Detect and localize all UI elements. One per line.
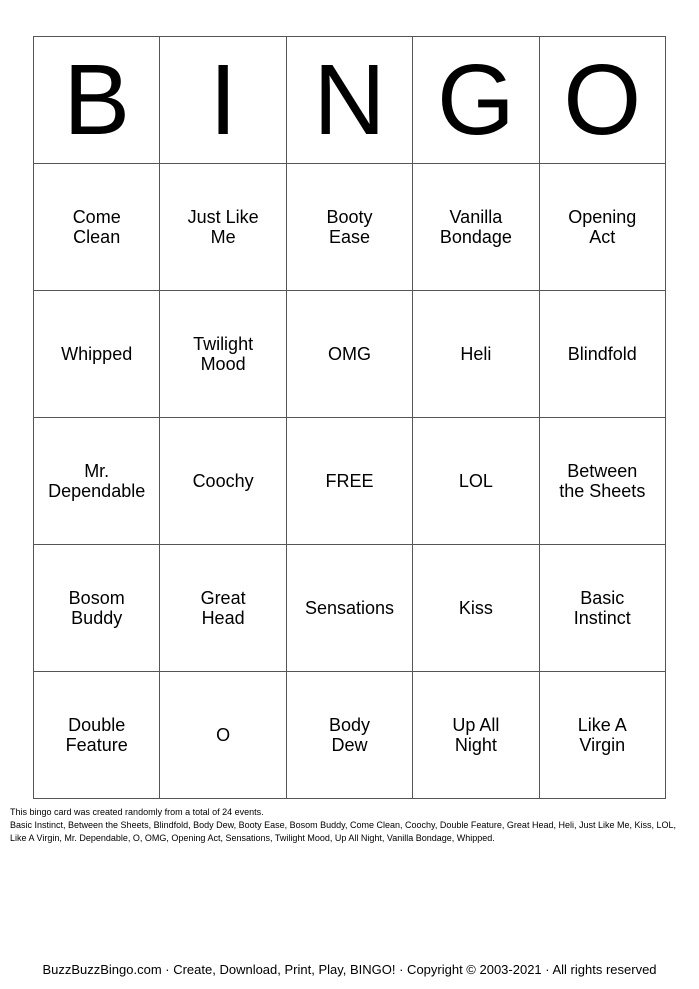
bingo-cell [160, 672, 286, 799]
bingo-cell-text: Clean [73, 227, 121, 247]
bingo-cell [34, 545, 160, 672]
bingo-cell-text: Just Like [187, 207, 259, 227]
bingo-cell [539, 164, 665, 291]
bingo-cell-text: Opening [568, 207, 637, 227]
bingo-cell-text: Bondage [439, 227, 512, 247]
bingo-cell [286, 672, 412, 799]
bingo-cell-text: Double [68, 715, 126, 735]
bingo-cell-text: Vanilla [449, 207, 503, 227]
header-letter-o: O [539, 37, 665, 164]
bingo-cell-text: Blindfold [567, 344, 637, 364]
bingo-cell [413, 545, 539, 672]
bingo-cell [286, 545, 412, 672]
bingo-cell [539, 672, 665, 799]
bingo-cell-text: LOL [458, 471, 493, 491]
bingo-cell [160, 164, 286, 291]
bingo-cell-text: Feature [65, 735, 128, 755]
bingo-cell [413, 672, 539, 799]
bingo-cell [413, 291, 539, 418]
bingo-cell [286, 164, 412, 291]
bingo-row [34, 291, 666, 418]
bingo-cell-text: Mood [200, 354, 246, 374]
bingo-cell [539, 418, 665, 545]
bingo-cell-text: OMG [327, 344, 371, 364]
bingo-cell-text: Head [201, 608, 245, 628]
bingo-cell-text: Mr. [84, 461, 110, 481]
bingo-cell-text: Sensations [304, 598, 394, 618]
bingo-row [34, 164, 666, 291]
bingo-cell-text: Great [200, 588, 246, 608]
bingo-cell-text: Buddy [71, 608, 123, 628]
bingo-cell-text: Kiss [458, 598, 493, 618]
bingo-cell-text: Night [454, 735, 497, 755]
bingo-cell [539, 291, 665, 418]
card-info-summary: This bingo card was created randomly from a total of 24 events. [10, 807, 264, 817]
bingo-cell-text: Between [567, 461, 638, 481]
bingo-row [34, 545, 666, 672]
header-letter-n: N [286, 37, 412, 164]
bingo-cell-text: FREE [325, 471, 374, 491]
bingo-card [33, 36, 666, 799]
bingo-cell-text: Whipped [61, 344, 133, 364]
bingo-cell-text: Me [210, 227, 236, 247]
bingo-cell [34, 418, 160, 545]
bingo-cell [286, 418, 412, 545]
bingo-cell [160, 545, 286, 672]
card-info [10, 806, 690, 845]
bingo-row [34, 418, 666, 545]
bingo-cell [34, 672, 160, 799]
bingo-cell-text: Ease [328, 227, 370, 247]
bingo-cell [160, 291, 286, 418]
bingo-cell-text: O [216, 725, 231, 745]
bingo-cell [539, 545, 665, 672]
bingo-cell-text: Act [589, 227, 616, 247]
bingo-row [34, 672, 666, 799]
bingo-cell-text: Dew [331, 735, 368, 755]
header-letter-b: B [34, 37, 160, 164]
bingo-grid [34, 37, 666, 799]
bingo-cell-text: Up All [452, 715, 500, 735]
header-row [34, 37, 666, 164]
bingo-cell-text: Booty [326, 207, 373, 227]
bingo-cell-text: the Sheets [559, 481, 646, 501]
bingo-cell-text: Virgin [579, 735, 626, 755]
bingo-cell-text: Heli [460, 344, 492, 364]
card-info-event-list: Basic Instinct, Between the Sheets, Blindfold, Body Dew, Booty Ease, Bosom Buddy, Come Clean, Coochy, Double Feature, Great Head, Heli, Just Like Me, Kiss, LOL, Like A Virgin, Mr. Dependable, O, OMG, Opening Act, Sensations, Twilight Mood, Up All Night, Vanilla Bondage, Whipped. [10, 820, 676, 843]
bingo-cell [34, 164, 160, 291]
bingo-cell [286, 291, 412, 418]
bingo-cell-text: Instinct [573, 608, 631, 628]
header-letter-g: G [413, 37, 539, 164]
bingo-cell-text: Like A [577, 715, 627, 735]
bingo-cell [34, 291, 160, 418]
bingo-cell-text: Basic [580, 588, 625, 608]
bingo-cell-text: Twilight [193, 334, 254, 354]
bingo-cell-text: Come [72, 207, 121, 227]
bingo-cell-text: Bosom [68, 588, 125, 608]
site-footer: BuzzBuzzBingo.com · Create, Download, Print, Play, BINGO! · Copyright © 2003-2021 · All rights reserved [42, 962, 657, 977]
bingo-cell-text: Coochy [192, 471, 254, 491]
header-letter-i: I [160, 37, 286, 164]
bingo-cell [413, 418, 539, 545]
bingo-cell [160, 418, 286, 545]
bingo-cell [413, 164, 539, 291]
bingo-cell-text: Body [328, 715, 370, 735]
bingo-cell-text: Dependable [48, 481, 146, 501]
